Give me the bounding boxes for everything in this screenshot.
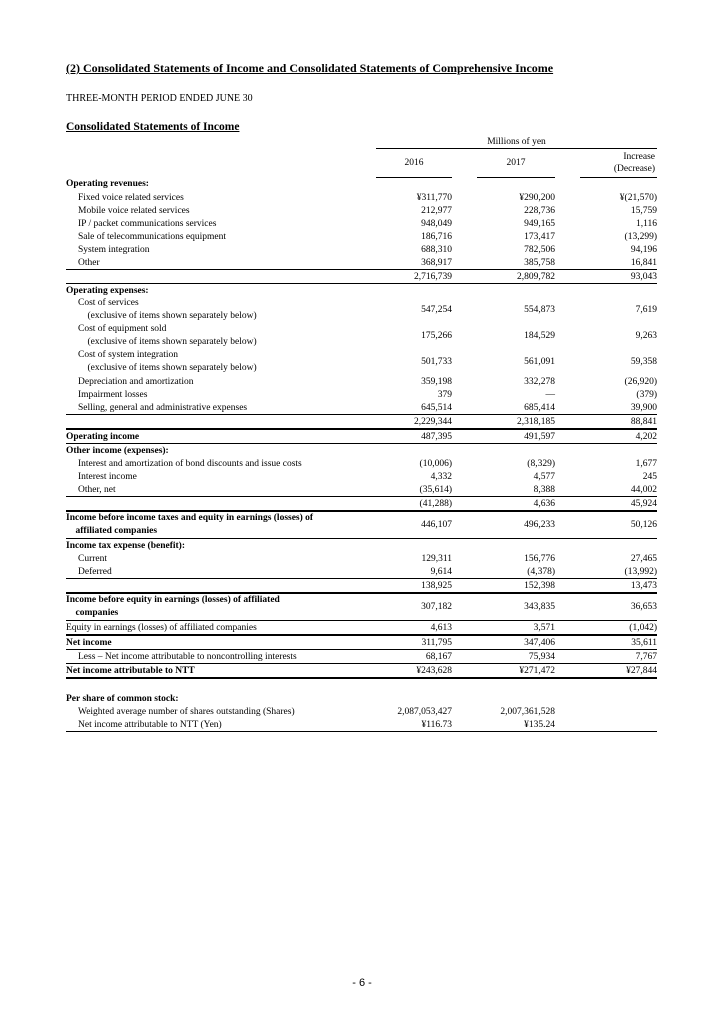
table-row <box>66 621 657 636</box>
section-row <box>66 284 657 298</box>
row-label: Income tax expense (benefit): <box>66 540 185 551</box>
total-row <box>66 429 657 444</box>
col-2016: 2016 <box>376 149 452 178</box>
value-2016: 2,716,739 <box>376 270 452 284</box>
value-increase: 7,767 <box>580 650 657 664</box>
section-row <box>66 539 657 553</box>
value-2016: (35,614) <box>376 483 452 497</box>
row-label: System integration <box>78 244 150 255</box>
table-row <box>66 256 657 270</box>
value-2017: — <box>545 389 555 400</box>
value-2017: 782,506 <box>524 244 555 255</box>
value-2016: 688,310 <box>421 244 452 255</box>
row-label: Fixed voice related services <box>78 192 184 203</box>
value-2016: 9,614 <box>376 565 452 579</box>
value-increase: 13,473 <box>580 579 657 594</box>
value-2016: 4,332 <box>430 471 452 482</box>
value-2016: 446,107 <box>376 511 452 539</box>
row-label: Interest and amortization of bond discounts and issue costs <box>78 458 302 469</box>
table-row <box>66 388 657 401</box>
row-label: Impairment losses <box>78 389 148 400</box>
value-2016: 501,733 <box>421 357 452 367</box>
value-2016: 186,716 <box>421 231 452 242</box>
value-2017: (8,329) <box>527 458 555 469</box>
value-2017: ¥135.24 <box>477 718 555 732</box>
table-row <box>66 457 657 470</box>
value-2017: 228,736 <box>524 205 555 216</box>
value-2017: 496,233 <box>477 511 555 539</box>
table-row <box>66 297 657 323</box>
row-label <box>66 323 368 349</box>
value-2016: 138,925 <box>376 579 452 594</box>
row-label-line2: (exclusive of items shown separately below) <box>87 363 257 373</box>
value-2016: 487,395 <box>376 429 452 444</box>
row-label <box>66 297 368 323</box>
table-row <box>66 718 657 732</box>
value-increase: 245 <box>642 471 657 482</box>
value-increase: 88,841 <box>580 415 657 430</box>
col-2017: 2017 <box>477 149 555 178</box>
subtotal-row <box>66 579 657 594</box>
total-row <box>66 664 657 679</box>
value-2016: 212,977 <box>421 205 452 216</box>
value-2017: 152,398 <box>477 579 555 594</box>
row-label: Current <box>78 553 108 564</box>
value-increase: ¥(21,570) <box>619 192 657 203</box>
value-2016: (41,288) <box>376 497 452 512</box>
total-row <box>66 593 657 621</box>
section-row <box>66 692 657 705</box>
value-increase: 45,924 <box>580 497 657 512</box>
row-label-line1: Cost of services <box>78 298 139 308</box>
value-2016: 2,087,053,427 <box>397 706 452 717</box>
row-label: Interest income <box>78 471 137 482</box>
value-2016: 948,049 <box>421 218 452 229</box>
value-2017: 332,278 <box>524 376 555 387</box>
value-2016: 307,182 <box>376 593 452 621</box>
row-label: Deferred <box>66 565 368 579</box>
value-increase: 59,358 <box>630 357 657 367</box>
row-label: Operating expenses: <box>66 285 149 296</box>
section-row <box>66 444 657 458</box>
value-2017: 4,636 <box>477 497 555 512</box>
row-label: Weighted average number of shares outstanding (Shares) <box>78 706 295 717</box>
value-2017: (4,378) <box>477 565 555 579</box>
row-label-line1: Cost of equipment sold <box>78 324 167 334</box>
table-row <box>66 401 657 415</box>
value-2016: 645,514 <box>376 401 452 415</box>
value-2017: 385,758 <box>477 256 555 270</box>
value-2017: 173,417 <box>524 231 555 242</box>
value-2017: 75,934 <box>477 650 555 664</box>
value-increase: (13,299) <box>624 231 657 242</box>
value-increase: ¥27,844 <box>580 664 657 679</box>
units-header-row <box>66 136 657 149</box>
value-2016: 4,613 <box>376 621 452 636</box>
table-row <box>66 230 657 243</box>
value-2016: 368,917 <box>376 256 452 270</box>
income-statement-table <box>66 136 657 732</box>
total-row <box>66 511 657 539</box>
section-heading: (2) Consolidated Statements of Income and Consolidated Statements of Comprehensive Income <box>66 61 554 75</box>
value-2017: 561,091 <box>524 357 555 367</box>
value-2017: 3,571 <box>477 621 555 636</box>
table-row <box>66 650 657 664</box>
row-label: Operating revenues: <box>66 179 149 190</box>
row-label: Other income (expenses): <box>66 445 169 456</box>
row-label <box>66 511 368 539</box>
spacer-row <box>66 678 657 692</box>
value-increase: 94,196 <box>630 244 657 255</box>
subtotal-row <box>66 497 657 512</box>
value-increase: 50,126 <box>580 511 657 539</box>
value-2017: 343,835 <box>477 593 555 621</box>
value-increase: 93,043 <box>580 270 657 284</box>
value-2016: 175,266 <box>421 331 452 341</box>
subtotal-row <box>66 270 657 284</box>
value-2016: 359,198 <box>421 376 452 387</box>
value-2016: ¥116.73 <box>376 718 452 732</box>
page-number: - 6 - <box>352 977 372 989</box>
value-2017: 2,007,361,528 <box>500 706 555 717</box>
row-label-line1: Income before equity in earnings (losses) of affiliated <box>66 595 280 605</box>
value-increase: (379) <box>636 389 657 400</box>
table-row <box>66 323 657 349</box>
column-header-row <box>66 149 657 178</box>
table-row <box>66 483 657 497</box>
value-2017: 554,873 <box>524 305 555 315</box>
period-label: THREE-MONTH PERIOD ENDED JUNE 30 <box>66 93 253 104</box>
subtotal-row <box>66 415 657 430</box>
row-label: Other <box>66 256 368 270</box>
row-label: Per share of common stock: <box>66 693 179 704</box>
value-increase: 1,677 <box>635 458 657 469</box>
value-2016: 68,167 <box>376 650 452 664</box>
total-row <box>66 635 657 650</box>
table-row <box>66 204 657 217</box>
value-increase: 35,611 <box>580 635 657 650</box>
value-2017: 347,406 <box>477 635 555 650</box>
value-2017: 184,529 <box>524 331 555 341</box>
table-row <box>66 191 657 204</box>
value-increase: 4,202 <box>580 429 657 444</box>
table-row <box>66 552 657 565</box>
value-increase: 1,116 <box>635 218 657 229</box>
row-label-line2: affiliated companies <box>75 526 158 536</box>
value-2016: ¥311,770 <box>416 192 452 203</box>
col-increase-line1: Increase <box>623 152 655 162</box>
value-increase: 9,263 <box>635 331 657 341</box>
table-row <box>66 565 657 579</box>
col-increase <box>580 149 657 178</box>
table-row <box>66 375 657 388</box>
statement-title: Consolidated Statements of Income <box>66 121 240 133</box>
value-2016: (10,006) <box>419 458 452 469</box>
value-increase: 7,619 <box>635 305 657 315</box>
value-increase: (13,992) <box>580 565 657 579</box>
value-increase: (1,042) <box>580 621 657 636</box>
value-2017: 685,414 <box>477 401 555 415</box>
value-2017: ¥271,472 <box>477 664 555 679</box>
row-label-line2: companies <box>75 608 119 618</box>
value-2016: 547,254 <box>421 305 452 315</box>
row-label: IP / packet communications services <box>78 218 217 229</box>
value-2017: 8,388 <box>477 483 555 497</box>
value-2016: 2,229,344 <box>376 415 452 430</box>
value-increase: 27,465 <box>630 553 657 564</box>
row-label: Less – Net income attributable to noncontrolling interests <box>66 650 368 664</box>
row-label-line2: (exclusive of items shown separately below) <box>87 337 257 347</box>
value-2016: 379 <box>437 389 452 400</box>
value-increase: (26,920) <box>624 376 657 387</box>
value-2017: 491,597 <box>477 429 555 444</box>
value-increase: 16,841 <box>580 256 657 270</box>
table-row <box>66 470 657 483</box>
row-label-line1: Cost of system integration <box>78 350 179 360</box>
row-label: Mobile voice related services <box>78 205 190 216</box>
row-label: Net income <box>66 635 368 650</box>
row-label: Equity in earnings (losses) of affiliated companies <box>66 621 368 636</box>
value-2017: 2,318,185 <box>477 415 555 430</box>
row-label: Net income attributable to NTT (Yen) <box>66 718 368 732</box>
row-label: Net income attributable to NTT <box>66 664 368 679</box>
table-row <box>66 349 657 375</box>
row-label: Selling, general and administrative expenses <box>66 401 368 415</box>
value-2017: 949,165 <box>524 218 555 229</box>
row-label: Depreciation and amortization <box>78 376 194 387</box>
row-label: Other, net <box>66 483 368 497</box>
table-row <box>66 705 657 718</box>
table-row <box>66 243 657 256</box>
value-2017: 2,809,782 <box>477 270 555 284</box>
row-label-line1: Income before income taxes and equity in earnings (losses) of <box>66 513 314 523</box>
value-increase: 44,002 <box>580 483 657 497</box>
units-label: Millions of yen <box>376 136 657 149</box>
row-label <box>66 593 368 621</box>
section-row <box>66 178 657 192</box>
value-2016: 311,795 <box>376 635 452 650</box>
value-increase: 39,900 <box>580 401 657 415</box>
row-label <box>66 349 368 375</box>
value-2017: 156,776 <box>524 553 555 564</box>
row-label: Operating income <box>66 429 368 444</box>
row-label: Sale of telecommunications equipment <box>78 231 227 242</box>
value-increase: 36,653 <box>580 593 657 621</box>
value-2017: ¥290,200 <box>519 192 555 203</box>
value-2017: 4,577 <box>533 471 555 482</box>
value-increase: 15,759 <box>630 205 657 216</box>
value-2016: ¥243,628 <box>376 664 452 679</box>
col-increase-line2: (Decrease) <box>613 164 655 174</box>
row-label-line2: (exclusive of items shown separately below) <box>87 311 257 321</box>
table-row <box>66 217 657 230</box>
value-2016: 129,311 <box>421 553 452 564</box>
